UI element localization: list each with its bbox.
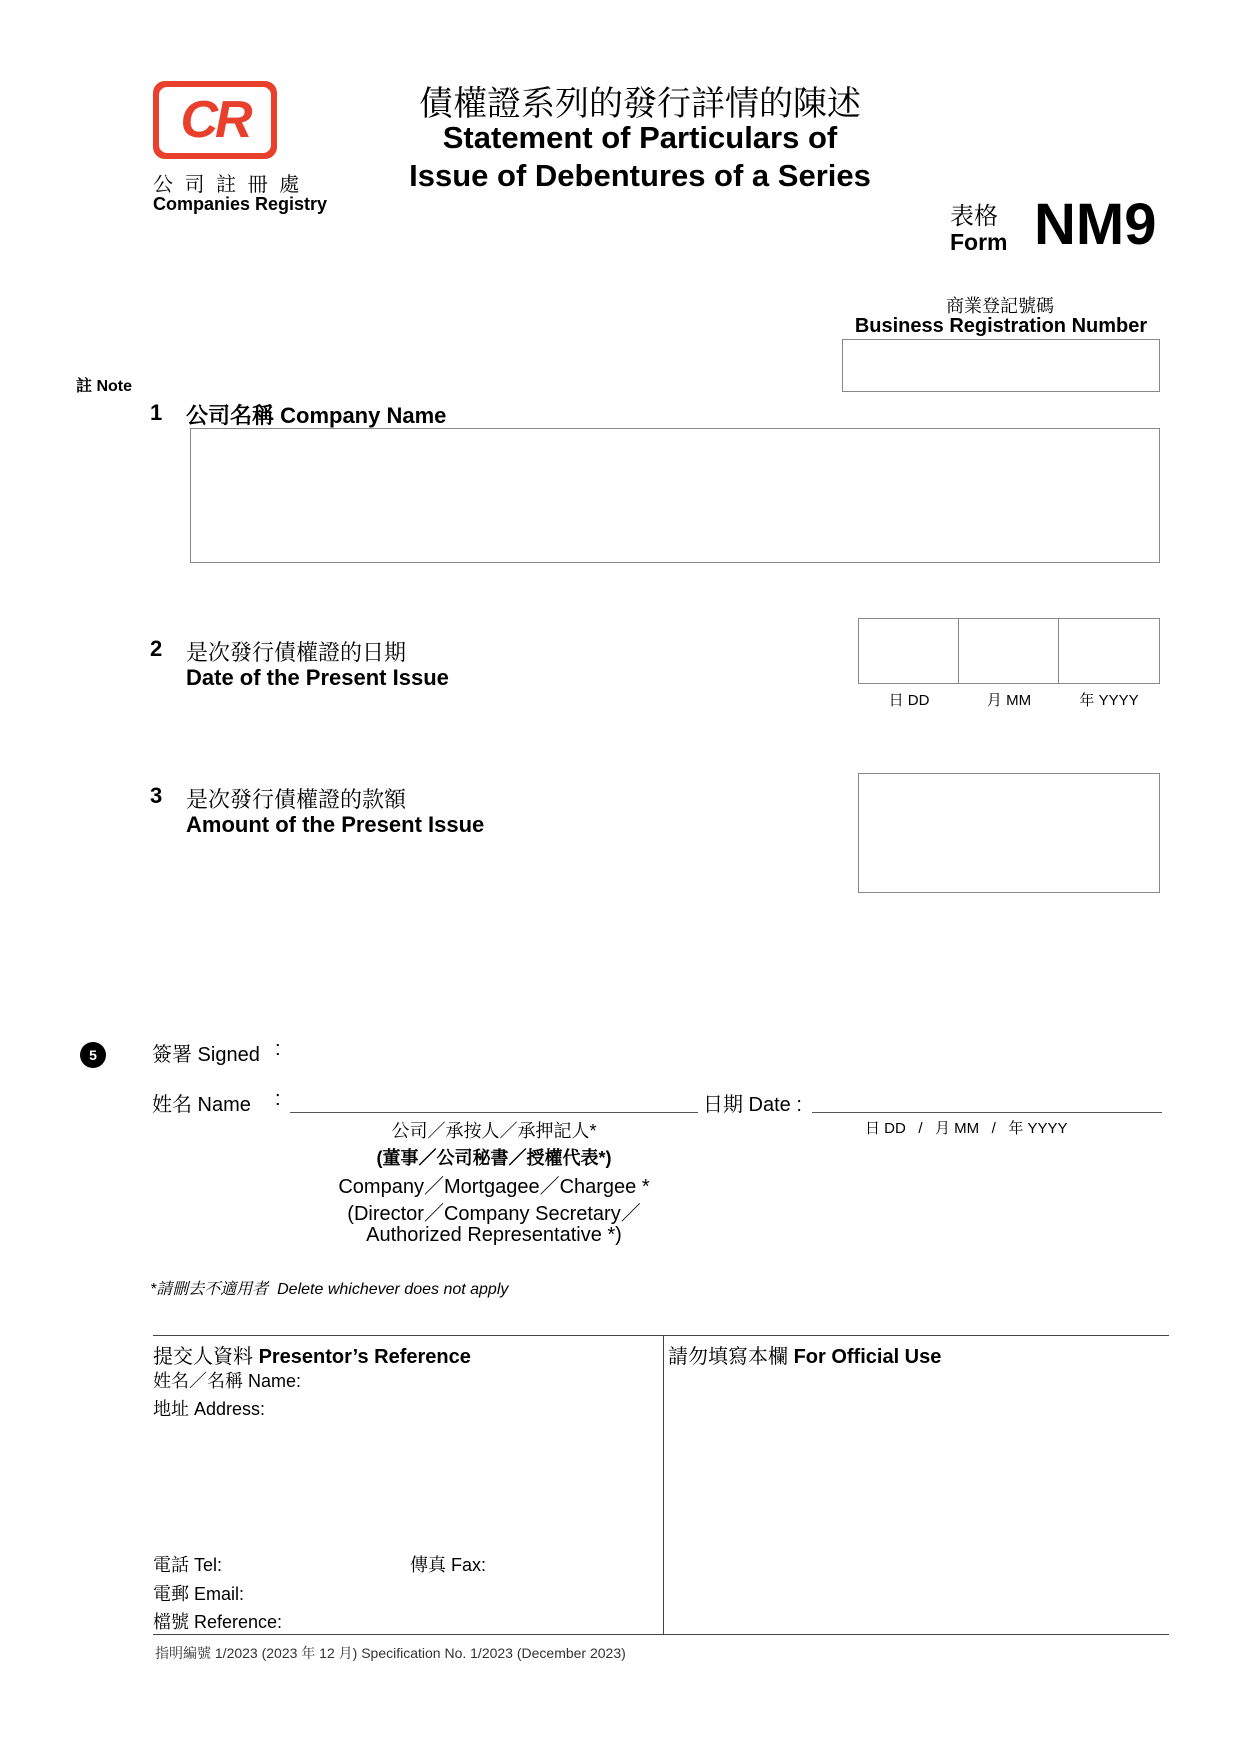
issue-date-label-english: Date of the Present Issue [186,665,449,690]
companies-registry-logo [153,81,277,159]
presentor-name-label: 姓名／名稱 Name: [153,1371,302,1391]
capacity-line-3: Company／Mortgagee／Chargee * [338,1176,650,1198]
registry-name-english: Companies Registry [153,194,328,214]
delete-note [150,1276,508,1299]
form-title-chinese: 債權證系列的發行詳情的陳述 [419,85,861,123]
capacity-line-2: (董事／公司秘書／授權代表*) [376,1148,612,1168]
presentor-title-chinese: 提交人資料 [153,1346,253,1368]
section-2-number: 2 [150,636,163,661]
presentor-fax-label: 傳真 Fax: [410,1555,487,1575]
registry-name-chinese: 公 司 註 冊 處 [153,174,303,196]
brn-label-chinese: 商業登記號碼 [946,296,1054,316]
official-use-title-english: For Official Use [793,1346,942,1368]
sign-date-caption: 日 DD / 月 MM / 年 YYYY [865,1120,1068,1137]
delete-note-chinese: *請刪去不適用者 [150,1281,269,1298]
section-3-number: 3 [150,783,163,808]
issue-date-year-input[interactable] [1058,618,1160,684]
specification-footer: 指明編號 1/2023 (2023 年 12 月) Specification No. 1/2023 (December 2023) [155,1645,626,1661]
issue-date-dd-caption: 日 DD [888,692,930,709]
presentor-title [153,1340,471,1369]
issue-date-mm-caption: 月 MM [986,692,1032,709]
brn-label-english: Business Registration Number [854,315,1148,337]
official-use-title [668,1340,941,1369]
name-label: 姓名 Name [152,1094,251,1116]
form-title-english-line1: Statement of Particulars of [442,120,838,155]
sign-date-line[interactable] [812,1112,1162,1113]
delete-note-english: Delete whichever does not apply [277,1281,509,1298]
issue-date-yyyy-caption: 年 YYYY [1079,692,1139,709]
brn-input[interactable] [842,339,1160,392]
issue-date-month-input[interactable] [958,618,1059,684]
issue-amount-input[interactable] [858,773,1160,893]
issue-date-day-input[interactable] [858,618,959,684]
capacity-line-4: (Director／Company Secretary／ [347,1203,641,1225]
official-use-title-chinese: 請勿填寫本欄 [668,1346,788,1368]
issue-amount-label-english: Amount of the Present Issue [186,812,485,837]
presentor-title-english: Presentor’s Reference [258,1346,471,1368]
reference-top-rule [153,1335,1169,1336]
sign-date-label: 日期 Date : [703,1094,802,1116]
name-signature-line[interactable] [290,1112,698,1113]
issue-amount-label-chinese: 是次發行債權證的款額 [186,787,407,812]
note-column-label: 註 Note [76,378,133,395]
form-title-english-line2: Issue of Debentures of a Series [409,158,871,193]
presentor-address-label: 地址 Address: [153,1399,266,1419]
company-name-input[interactable] [190,428,1160,563]
form-code: NM9 [1034,192,1157,257]
presentor-tel-label: 電話 Tel: [153,1555,223,1575]
presentor-email-label: 電郵 Email: [153,1584,245,1604]
capacity-line-1: 公司／承按人／承押記人* [391,1121,597,1141]
form-label-chinese: 表格 [950,203,998,230]
company-name-label: 公司名稱 Company Name [186,403,447,428]
form-label-english: Form [950,229,1008,255]
reference-bottom-rule [153,1634,1169,1635]
logo-text: CR [159,87,271,153]
section-1-number: 1 [150,400,163,425]
note-5-marker: 5 [80,1042,106,1068]
name-colon: : [275,1088,281,1110]
capacity-line-5: Authorized Representative *) [366,1224,622,1246]
reference-divider [663,1335,664,1634]
presentor-reference-label: 檔號 Reference: [153,1612,283,1632]
issue-date-label-chinese: 是次發行債權證的日期 [186,640,407,665]
signed-label: 簽署 Signed [152,1044,260,1066]
signed-colon: : [275,1038,281,1060]
